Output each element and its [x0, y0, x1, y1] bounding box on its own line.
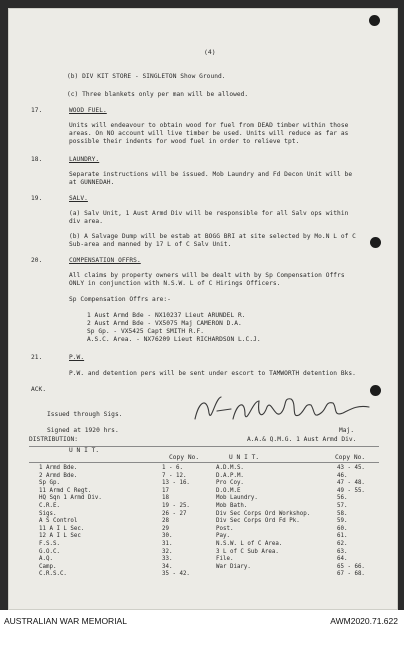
distribution-copy-number: 58.	[337, 510, 348, 517]
distribution-unit: N.S.W. L of C Area.	[216, 540, 283, 547]
heading-laundry: LAUNDRY.	[69, 156, 100, 163]
distribution-unit: Post.	[216, 525, 234, 532]
paragraph-line: Sp Compensation Offrs are:-	[69, 296, 171, 303]
distribution-copy-number: 32.	[162, 548, 173, 555]
distribution-copy-number: 18	[162, 495, 169, 502]
distribution-unit: D.O.M.E	[216, 487, 241, 494]
distribution-unit: A S Control	[39, 518, 78, 525]
heading-wood-fuel: WOOD FUEL.	[69, 107, 107, 114]
footer-accession-number: AWM2020.71.622	[330, 616, 398, 626]
paragraph-line: (b) A Salvage Dump will be estab at BOGG BRI at site selected by Mo.N L of C	[69, 233, 356, 240]
punch-hole-top	[369, 15, 380, 26]
distribution-left-copies	[162, 465, 190, 579]
distribution-copy-number: 46.	[337, 472, 348, 479]
section-number-21: 21.	[31, 354, 43, 361]
distribution-unit: D.A.P.M.	[216, 472, 244, 479]
paragraph-line: ONLY in conjunction with N.S.W. L of C Hirings Officers.	[69, 280, 281, 287]
compensation-officer: A.S.C. Area. - NX76209 Lieut RICHARDSON L.C.J.	[87, 336, 261, 343]
distribution-copy-number: 67 - 68.	[337, 571, 365, 578]
distribution-copy-number: 56.	[337, 495, 348, 502]
compensation-officer: 1 Aust Armd Bde - NX10237 Lieut ARUNDEL R.	[87, 312, 246, 319]
distribution-copy-number: 43 - 45.	[337, 465, 365, 471]
distribution-unit: Pro Coy.	[216, 480, 244, 487]
line-blankets: (c) Three blankets only per man will be allowed.	[67, 91, 249, 98]
distribution-unit: C.R.S.C.	[39, 571, 67, 578]
distribution-unit: A.Q.	[39, 556, 53, 563]
distribution-copy-number: 49 - 55.	[337, 487, 365, 494]
distribution-copy-number: 1 - 6.	[162, 465, 183, 471]
distribution-unit: Pay.	[216, 533, 230, 540]
table-header-unit-left: U N I T.	[69, 447, 100, 454]
distribution-left-units	[39, 465, 102, 579]
table-header-unit-right: U N I T.	[229, 454, 260, 461]
ack-label: ACK.	[31, 386, 47, 393]
distribution-unit: HQ Sqn 1 Armd Div.	[39, 495, 102, 502]
signed-time: Signed at 1920 hrs.	[47, 427, 119, 434]
distribution-unit: 3 L of C Sub Area.	[216, 548, 279, 555]
distribution-copy-number: 33.	[162, 556, 173, 563]
punch-hole-middle	[370, 237, 381, 248]
paragraph-line: Sub-area and manned by 17 L of C Salv Unit.	[69, 241, 232, 248]
heading-pw: P.W.	[69, 354, 85, 361]
distribution-unit: Sp Gp.	[39, 480, 60, 487]
distribution-copy-number: 31.	[162, 540, 173, 547]
distribution-copy-number: 30.	[162, 533, 173, 540]
archive-footer	[0, 610, 404, 653]
paragraph-line: Separate instructions will be issued. Mob Laundry and Fd Decon Unit will be	[69, 171, 353, 178]
distribution-copy-number: 65 - 66.	[337, 563, 365, 570]
table-header-copy-left: Copy No.	[169, 454, 200, 461]
distribution-copy-number: 13 - 16.	[162, 480, 190, 487]
distribution-unit: A.D.M.S.	[216, 465, 244, 471]
distribution-copy-number: 60.	[337, 525, 348, 532]
section-number-20: 20.	[31, 257, 43, 264]
distribution-copy-number: 17	[162, 487, 169, 494]
distribution-unit: Mob Laundry.	[216, 495, 258, 502]
distribution-unit: Camp.	[39, 563, 57, 570]
section-number-19: 19.	[31, 195, 43, 202]
heading-salv: SALV.	[69, 195, 88, 202]
table-header-copy-right: Copy No.	[335, 454, 366, 461]
distribution-copy-number: 34.	[162, 563, 173, 570]
line-div-kit-store: (b) DIV KIT STORE - SINGLETON Show Ground.	[67, 73, 226, 80]
heading-compensation-offrs: COMPENSATION OFFRS.	[69, 257, 141, 264]
distribution-copy-number: 61.	[337, 533, 348, 540]
distribution-right-units	[216, 465, 310, 571]
distribution-unit: Sigs.	[39, 510, 57, 517]
signature-appointment: A.A.& Q.M.G. 1 Aust Armd Div.	[247, 436, 357, 443]
distribution-copy-number: 62.	[337, 540, 348, 547]
issued-through-sigs: Issued through Sigs.	[47, 411, 123, 418]
compensation-officer: 2 Aust Armd Bde - VX5075 Maj CAMERON D.A.	[87, 320, 242, 327]
distribution-label: DISTRIBUTION:	[29, 436, 79, 443]
distribution-right-copies	[337, 465, 365, 579]
distribution-unit: File.	[216, 556, 234, 563]
document-page	[8, 8, 398, 610]
distribution-copy-number: 19 - 25.	[162, 502, 190, 509]
distribution-copy-number: 7 - 12.	[162, 472, 187, 479]
page-number: (4)	[204, 48, 216, 56]
distribution-copy-number: 28	[162, 518, 169, 525]
paragraph-line: at GUNNEDAH.	[69, 179, 115, 186]
distribution-copy-number: 63.	[337, 548, 348, 555]
distribution-copy-number: 35 - 42.	[162, 571, 190, 578]
distribution-unit: C.R.E.	[39, 502, 60, 509]
distribution-unit: 1 Armd Bde.	[39, 465, 78, 471]
table-header-rule	[29, 462, 379, 463]
distribution-unit: 2 Armd Bde.	[39, 472, 78, 479]
paragraph-line: Units will endeavour to obtain wood for fuel from DEAD timber within those	[69, 122, 349, 129]
paragraph-line: P.W. and detention pers will be sent under escort to TAMWORTH detention Bks.	[69, 370, 356, 377]
paragraph-line: (a) Salv Unit, 1 Aust Armd Div will be responsible for all Salv ops within	[69, 210, 349, 217]
section-number-17: 17.	[31, 107, 43, 114]
distribution-copy-number: 64.	[337, 556, 348, 563]
distribution-unit: F.S.S.	[39, 540, 60, 547]
footer-institution: AUSTRALIAN WAR MEMORIAL	[4, 616, 127, 626]
distribution-unit: Div Sec Corps Ord Workshop.	[216, 510, 311, 517]
section-number-18: 18.	[31, 156, 43, 163]
signature-rank: Maj.	[339, 427, 355, 434]
distribution-copy-number: 47 - 48.	[337, 480, 365, 487]
paragraph-line: possible their indents for wood fuel in order to relieve tpt.	[69, 138, 300, 145]
compensation-officer: Sp Gp. - VX5425 Capt SMITH R.F.	[87, 328, 205, 335]
distribution-copy-number: 59.	[337, 518, 348, 525]
distribution-unit: 12 A I L Sec	[39, 533, 81, 540]
paragraph-line: div area.	[69, 218, 103, 225]
distribution-unit: Mob Bath.	[216, 502, 248, 509]
handwritten-signature	[187, 389, 377, 429]
distribution-copy-number: 57.	[337, 502, 348, 509]
distribution-unit: 11 A I L Sec.	[39, 525, 85, 532]
distribution-unit: G.O.C.	[39, 548, 60, 555]
distribution-copy-number: 26 - 27	[162, 510, 187, 517]
distribution-unit: Div Sec Corps Ord Fd Pk.	[216, 518, 300, 525]
distribution-unit: 11 Armd C Regt.	[39, 487, 92, 494]
distribution-unit: War Diary.	[216, 563, 251, 570]
distribution-copy-number: 29	[162, 525, 169, 532]
paragraph-line: areas. On NO account will live timber be used. Units will reduce as far as	[69, 130, 349, 137]
paragraph-line: All claims by property owners will be dealt with by Sp Compensation Offrs	[69, 272, 345, 279]
